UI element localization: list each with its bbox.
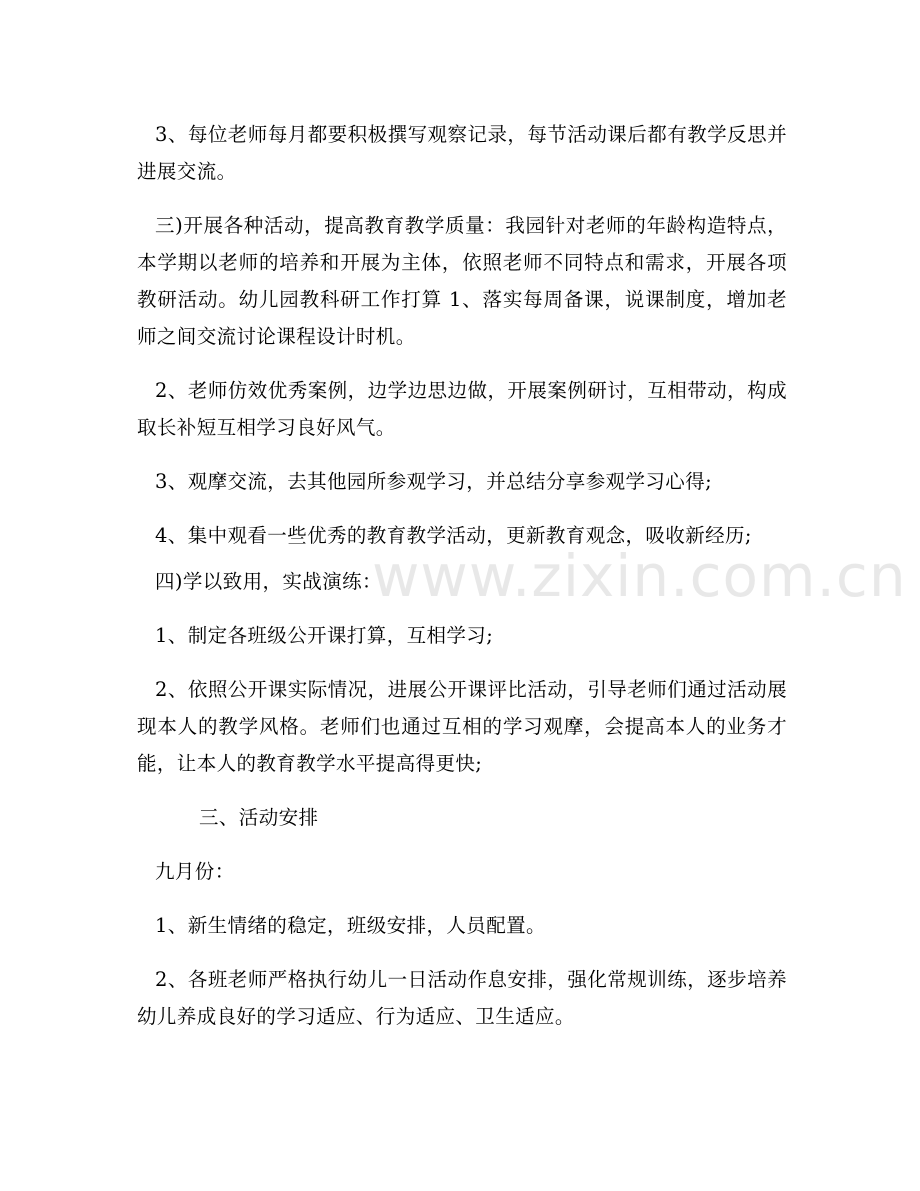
paragraph-activities-quality: 三)开展各种活动，提高教育教学质量：我园针对老师的年龄构造特点，本学期以老师的培养和开展为主体，依照老师不同特点和需求，开展各项教研活动。幼儿园教科研工作打算 1、落实每周备课，说课制度，增加老师之间交流讨论课程设计时机。 [137,214,787,348]
paragraph-watch-activities: 4、集中观看一些优秀的教育教学活动，更新教育观念，吸收新经历; [155,524,752,547]
watermark-text: www.zixin.com.cn [372,542,907,610]
paragraph-september: 九月份： [155,860,235,883]
document-body [137,116,787,1052]
paragraph-daily-routine: 2、各班老师严格执行幼儿一日活动作息安排，强化常规训练，逐步培养幼儿养成良好的学习适应、行为适应、卫生适应。 [137,968,787,1028]
paragraph-observation-records: 3、每位老师每月都要积极撰写观察记录，每节活动课后都有教学反思并进展交流。 [137,123,787,183]
paragraph-observation-exchange: 3、观摩交流，去其他园所参观学习，并总结分享参观学习心得; [155,470,713,493]
section-heading-activity-arrangement: 三、活动安排 [199,806,319,829]
paragraph-section-four-heading: 四)学以致用，实战演练： [155,570,382,593]
paragraph-open-class-evaluation: 2、依照公开课实际情况，进展公开课评比活动，引导老师们通过活动展现本人的教学风格。老师们也通过互相的学习观摩，会提高本人的业务才能，让本人的教育教学水平提高得更快; [137,678,787,775]
paragraph-new-students: 1、新生情绪的稳定，班级安排，人员配置。 [155,914,546,937]
paragraph-open-class-plan: 1、制定各班级公开课打算，互相学习; [155,624,494,647]
paragraph-case-study: 2、老师仿效优秀案例，边学边思边做，开展案例研讨，互相带动，构成取长补短互相学习良好风气。 [137,379,787,439]
